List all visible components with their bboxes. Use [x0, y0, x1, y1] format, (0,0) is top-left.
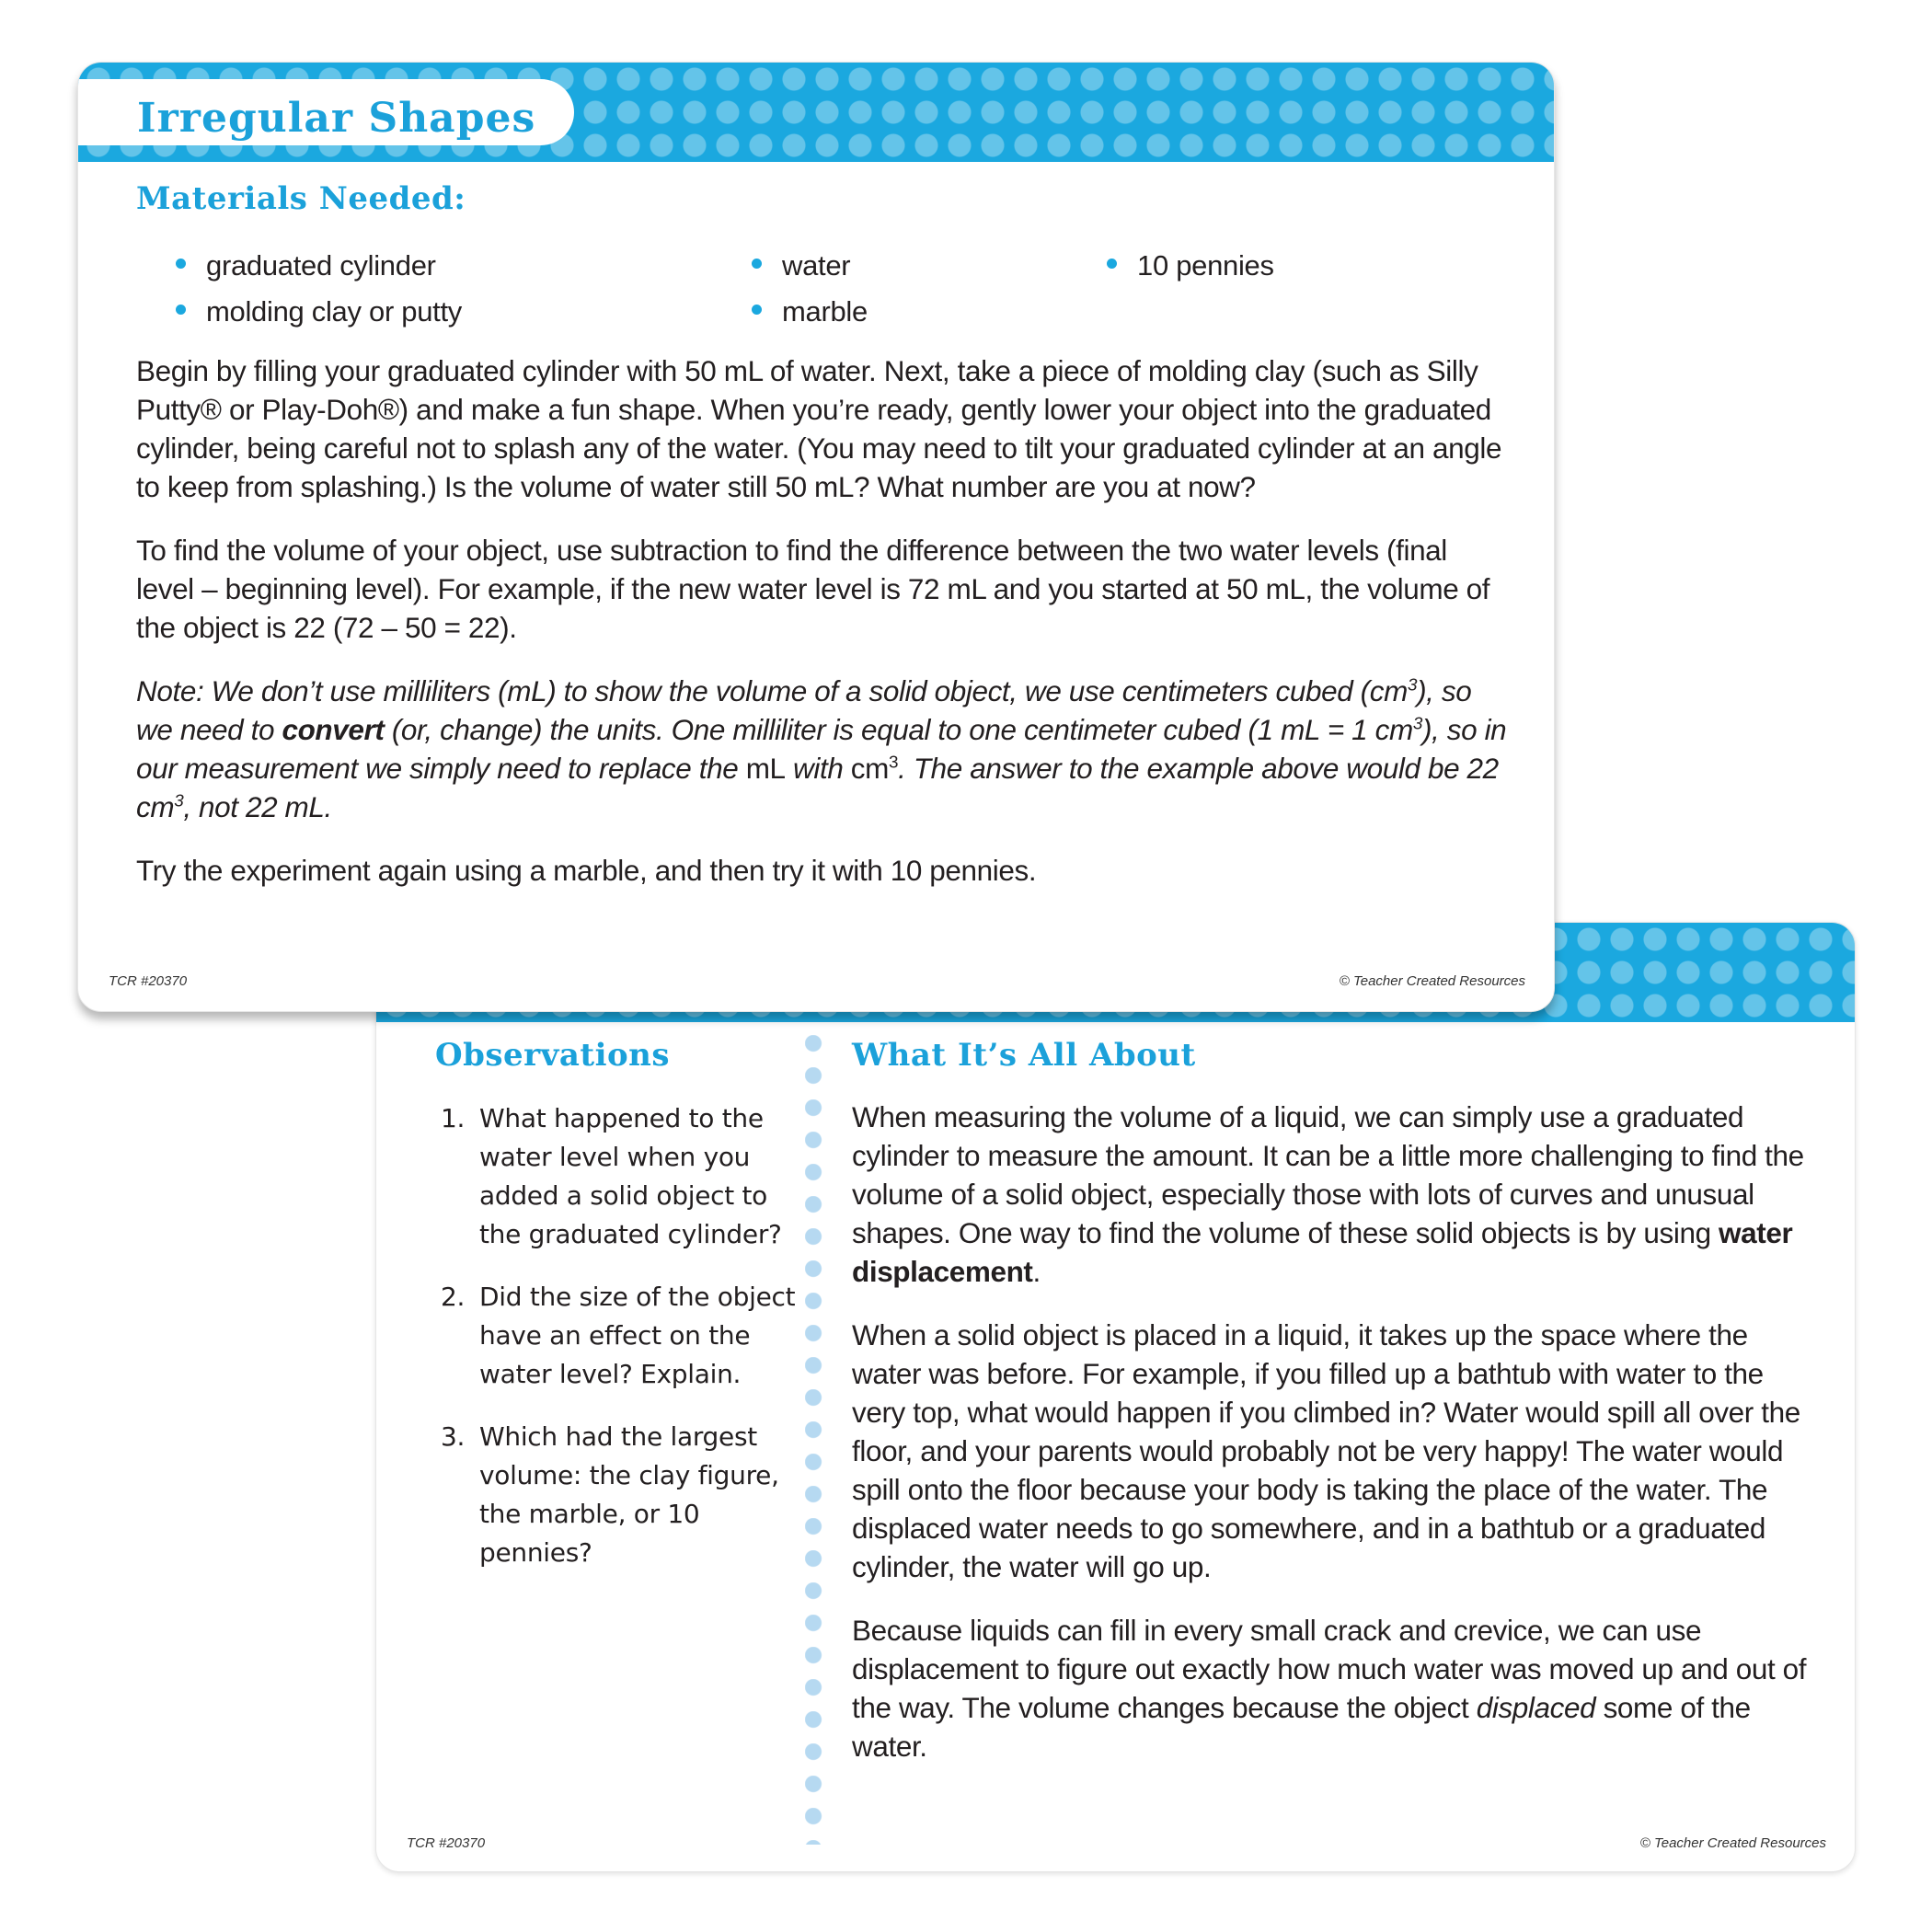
note-paragraph: [136, 672, 1507, 826]
note-text: ), so in our measurement we simply need to replace the: [136, 713, 1507, 785]
note-text: Note: We don’t use milliliters (mL) to show the volume of a solid object, we use centimeters cubed (cm: [136, 674, 1408, 707]
note-text: ), so we need to: [136, 674, 1472, 746]
about-heading: What It’s All About: [852, 1037, 1196, 1074]
observations-card: [375, 922, 1856, 1872]
note-text: with: [785, 752, 851, 785]
material-item: [752, 247, 850, 285]
key-term: water displacement: [852, 1216, 1793, 1288]
superscript: 3: [1412, 714, 1422, 734]
observation-number: 2.: [441, 1282, 466, 1312]
material-label: molding clay or putty: [206, 295, 462, 328]
observation-text: What happened to the water level when you added a solid object to the graduated cylinder?: [479, 1103, 782, 1249]
material-item: [752, 293, 868, 331]
emphasized-term: displaced: [1476, 1691, 1596, 1724]
material-item: [1107, 247, 1274, 285]
product-code: TCR #20370: [407, 1835, 486, 1851]
material-label: graduated cylinder: [206, 249, 436, 282]
observation-number: 1.: [441, 1103, 466, 1133]
about-text: When measuring the volume of a liquid, we can simply use a graduated cylinder to measure the amount. It can be a little more challenging to find the volume of a solid object, especially those with lots of curves and unusual shapes. One way to find the volume of these solid objects is by using: [852, 1100, 1804, 1249]
material-item: [176, 293, 462, 331]
instruction-paragraph: Try the experiment again using a marble, and then try it with 10 pennies.: [136, 854, 1037, 887]
observations-list: [441, 1099, 799, 1596]
materials-heading: Materials Needed:: [136, 180, 466, 217]
unit-label: mL: [745, 752, 786, 785]
instructions-card: [77, 62, 1555, 1012]
observations-heading: Observations: [435, 1037, 671, 1074]
superscript: 3: [889, 753, 899, 773]
observation-number: 3.: [441, 1421, 466, 1452]
unit-label: cm: [850, 752, 889, 785]
bullet-icon: [752, 305, 762, 315]
instructions-body: [136, 351, 1507, 914]
superscript: 3: [174, 791, 184, 811]
instruction-paragraph: To find the volume of your object, use subtraction to find the difference between the two water levels (final level – beginning level). For example, if the new water level is 72 mL and you started at 50 mL, the volume of the object is 22 (72 – 50 = 22).: [136, 534, 1490, 644]
card-title: Irregular Shapes: [137, 95, 536, 142]
about-text: Because liquids can fill in every small crack and crevice, we can use displacement to figure out exactly how much water was moved up and out of the way. The volume changes because the object: [852, 1614, 1807, 1724]
bullet-icon: [1107, 259, 1117, 269]
dotted-divider: [805, 1035, 823, 1845]
about-paragraph: [852, 1098, 1818, 1291]
observation-item: [441, 1418, 799, 1572]
about-paragraph: When a solid object is placed in a liquid, it takes up the space where the water was before. For example, if you filled up a bathtub with water to the very top, what would happen if you climbed in? Water would spill all over the floor, and your parents would probably not be very happy! The water would spill onto the floor because your body is taking the place of the water. The displaced water needs to go somewhere, and in a bathtub or a graduated cylinder, the water will go up.: [852, 1318, 1800, 1583]
observation-text: Did the size of the object have an effect on the water level? Explain.: [479, 1282, 796, 1389]
materials-list: [176, 247, 1372, 348]
note-text: . The answer to the example above would be 22 cm: [136, 752, 1499, 823]
copyright: © Teacher Created Resources: [1339, 973, 1525, 989]
copyright: © Teacher Created Resources: [1639, 1835, 1826, 1851]
instruction-paragraph: Begin by filling your graduated cylinder with 50 mL of water. Next, take a piece of molding clay (such as Silly Putty® or Play-Doh®) and make a fun shape. When you’re ready, gently lower your object into the graduated cylinder, being careful not to splash any of the water. (You may need to tilt your graduated cylinder at an angle to keep from splashing.) Is the volume of water still 50 mL? What number are you at now?: [136, 354, 1502, 503]
material-label: 10 pennies: [1137, 249, 1274, 282]
material-item: [176, 247, 436, 285]
observation-item: [441, 1099, 799, 1254]
about-paragraph: [852, 1611, 1818, 1765]
note-text: (or, change) the units. One milliliter is equal to one centimeter cubed (1 mL = 1 cm: [384, 713, 1413, 746]
about-text: some of the water.: [852, 1691, 1751, 1763]
bullet-icon: [752, 259, 762, 269]
note-text: , not 22 mL.: [183, 790, 332, 823]
about-text: .: [1032, 1255, 1041, 1288]
title-pill: [78, 79, 574, 145]
product-code: TCR #20370: [109, 973, 188, 989]
observation-text: Which had the largest volume: the clay figure, the marble, or 10 pennies?: [479, 1421, 779, 1568]
superscript: 3: [1407, 675, 1418, 696]
material-label: water: [782, 249, 851, 282]
about-body: [852, 1098, 1818, 1790]
material-label: marble: [782, 295, 868, 328]
bullet-icon: [176, 259, 186, 269]
key-term: convert: [282, 713, 385, 746]
bullet-icon: [176, 305, 186, 315]
observation-item: [441, 1278, 799, 1394]
